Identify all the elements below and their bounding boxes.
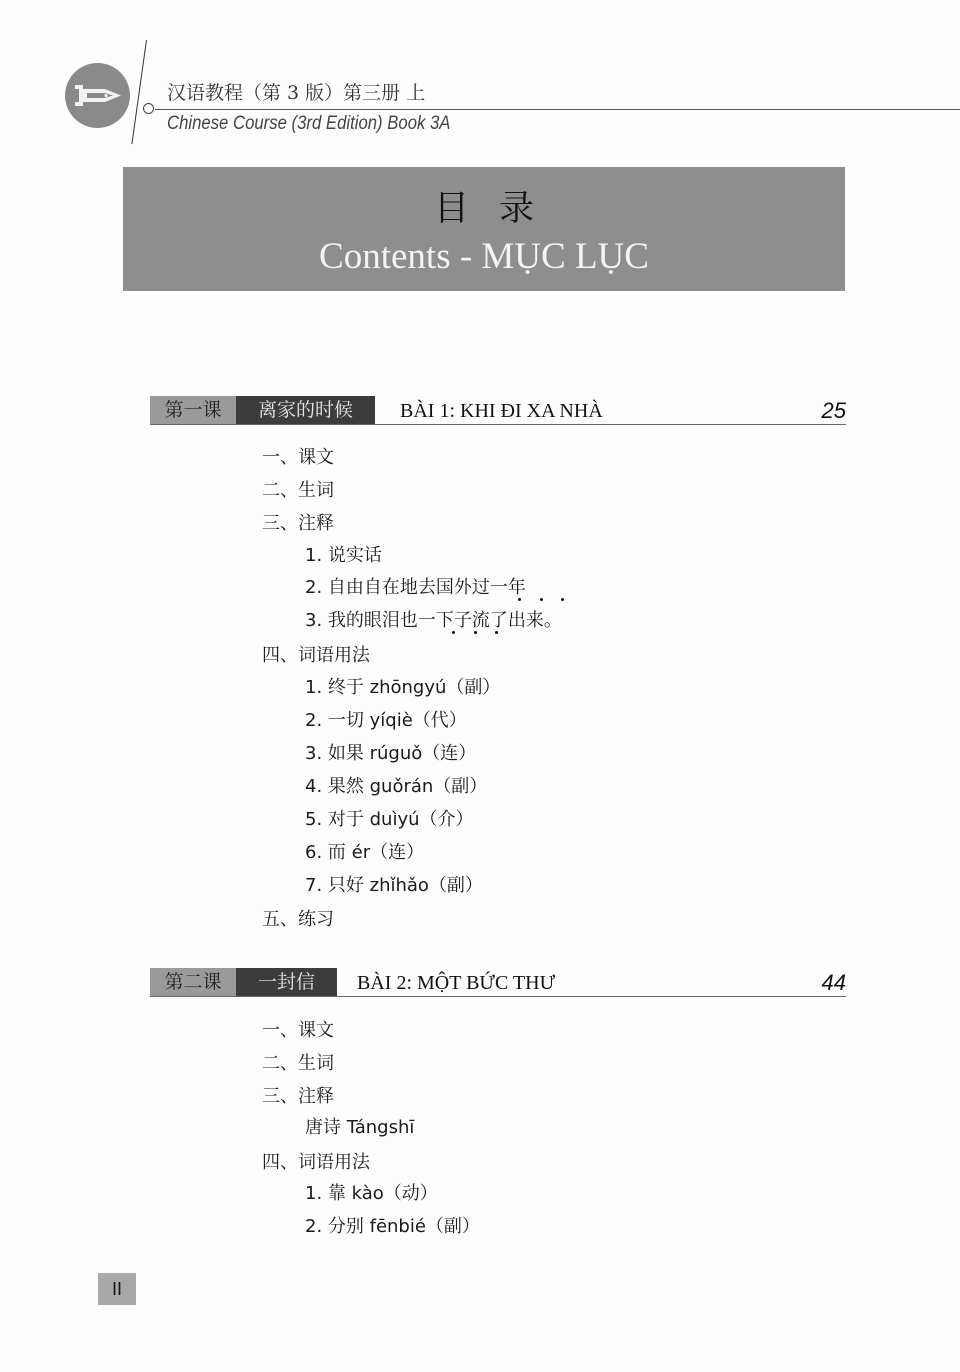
lesson-title-cn: 一封信 <box>236 968 337 996</box>
lesson-page-number: 25 <box>821 398 846 423</box>
header-divider-horizontal <box>155 109 960 110</box>
toc-subitem[interactable]: 7. 只好 zhǐhǎo（副） <box>305 875 483 896</box>
lesson-1-header[interactable] <box>150 396 846 425</box>
toc-subitem[interactable]: 5. 对于 duìyú（介） <box>305 809 474 830</box>
contents-title-en: Contents - MỤC LỤC <box>319 236 649 277</box>
toc-subitem[interactable]: 4. 果然 guǒrán（副） <box>305 776 488 797</box>
toc-item[interactable]: 二、生词 <box>262 1053 334 1074</box>
toc-item[interactable]: 三、注释 <box>262 1086 334 1107</box>
pen-nib-icon <box>65 63 130 128</box>
contents-title-cn: 目录 <box>433 189 564 229</box>
emphasis-dot <box>474 631 477 634</box>
toc-item[interactable]: 二、生词 <box>262 480 334 501</box>
toc-item[interactable]: 一、课文 <box>262 1020 334 1041</box>
emphasis-dot <box>540 598 543 601</box>
toc-subitem[interactable]: 1. 说实话 <box>305 545 382 566</box>
header-divider-vertical <box>131 40 147 144</box>
emphasis-dot <box>495 631 498 634</box>
toc-subitem[interactable]: 2. 分别 fēnbié（副） <box>305 1216 480 1237</box>
lesson-2-header[interactable] <box>150 968 846 997</box>
lesson-page-number: 44 <box>821 970 846 995</box>
toc-subitem[interactable]: 1. 靠 kào（动） <box>305 1183 438 1204</box>
toc-subitem[interactable]: 3. 我的眼泪也一下子流了出来。 <box>305 610 562 631</box>
contents-banner <box>123 167 845 291</box>
lesson-title-cn: 离家的时候 <box>236 396 375 424</box>
toc-subitem[interactable]: 3. 如果 rúguǒ（连） <box>305 743 477 764</box>
divider-ring <box>143 103 154 114</box>
toc-subitem[interactable]: 唐诗 Tángshī <box>305 1117 415 1138</box>
book-title-en: Chinese Course (3rd Edition) Book 3A <box>167 113 451 134</box>
lesson-title-vi: BÀI 1: KHI ĐI XA NHÀ <box>400 400 603 422</box>
toc-item[interactable]: 一、课文 <box>262 447 334 468</box>
lesson-number: 第一课 <box>150 396 236 424</box>
toc-subitem[interactable]: 2. 自由自在地去国外过一年 <box>305 577 526 598</box>
lesson-title-vi: BÀI 2: MỘT BỨC THƯ <box>357 972 556 994</box>
toc-subitem[interactable]: 1. 终于 zhōngyú（副） <box>305 677 501 698</box>
lesson-number: 第二课 <box>150 968 236 996</box>
toc-item[interactable]: 三、注释 <box>262 513 334 534</box>
book-title-cn: 汉语教程（第 3 版）第三册 上 <box>167 82 426 104</box>
toc-item[interactable]: 四、词语用法 <box>262 645 370 666</box>
emphasis-dot <box>518 598 521 601</box>
toc-subitem[interactable]: 2. 一切 yíqiè（代） <box>305 710 467 731</box>
emphasis-dot <box>452 631 455 634</box>
toc-item[interactable]: 四、词语用法 <box>262 1152 370 1173</box>
toc-subitem[interactable]: 6. 而 ér（连） <box>305 842 425 863</box>
page-number: II <box>98 1273 136 1305</box>
emphasis-dot <box>561 598 564 601</box>
toc-item[interactable]: 五、练习 <box>262 909 334 930</box>
